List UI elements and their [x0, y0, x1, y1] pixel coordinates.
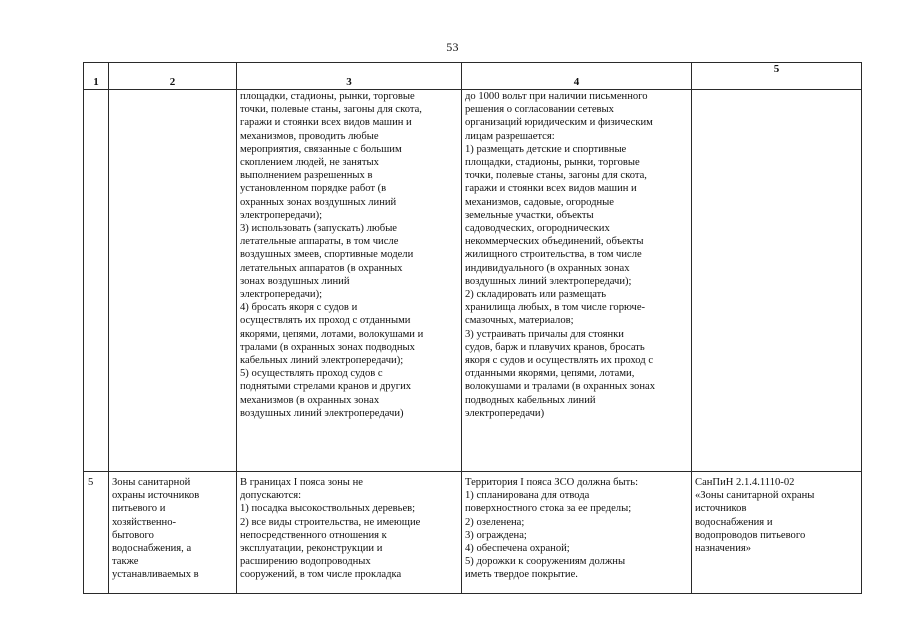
row-a-zone-name: [109, 90, 237, 472]
header-col-3: 3: [237, 63, 462, 90]
table-row: [84, 472, 862, 594]
page-number: 53: [446, 40, 459, 54]
regulation-table: [83, 62, 862, 594]
row-a-permissions: до 1000 вольт при наличии письменного решения о согласовании сетевых организаций юридическим и физическим лицам разрешается: 1) размещать детские и спортивные площадки, стадионы, рынки, торговые точки, полевые станы, загоны для скота, гаражи и стоянки всех видов машин и механизмов, садовые, огородные земельные участки, объекты садоводческих, огороднических некоммерческих объединений, объекты жилищного строительства, в том числе индивидуального (в охранных зонах воздушных линий электропередачи); 2) складировать или размещать хранилища любых, в том числе горюче- смазочных, материалов; 3) устраивать причалы для стоянки судов, барж и плавучих кранов, бросать якоря с судов и осуществлять их проход с отданными якорями, цепями, лотами, волокушами и тралами (в охранных зонах подводных кабельных линий электропередачи): [462, 90, 692, 472]
row-b-requirements: Территория I пояса ЗСО должна быть: 1) спланирована для отвода поверхностного стока за ее пределы; 2) озеленена; 3) ограждена; 4) обеспечена охраной; 5) дорожки к сооружениям должны иметь твердое покрытие.: [462, 472, 692, 594]
table-row: [84, 90, 862, 472]
header-col-2: 2: [109, 63, 237, 90]
header-col-4: 4: [462, 63, 692, 90]
row-a-legal-basis: [692, 90, 862, 472]
row-b-legal-basis: СанПиН 2.1.4.1110-02 «Зоны санитарной охраны источников водоснабжения и водопроводов питьевого назначения»: [692, 472, 862, 594]
table-header-row: [84, 63, 862, 90]
row-b-zone-name: Зоны санитарной охраны источников питьевого и хозяйственно- бытового водоснабжения, а также устанавливаемых в: [109, 472, 237, 594]
header-col-1: 1: [84, 63, 109, 90]
header-col-5: 5: [692, 63, 862, 90]
row-b-restrictions: В границах I пояса зоны не допускаются: 1) посадка высокоствольных деревьев; 2) все виды строительства, не имеющие непосредственного отношения к эксплуатации, реконструкции и расширению водопроводных сооружений, в том числе прокладка: [237, 472, 462, 594]
row-a-restrictions: площадки, стадионы, рынки, торговые точки, полевые станы, загоны для скота, гаражи и стоянки всех видов машин и механизмов, проводить любые мероприятия, связанные с большим скоплением людей, не занятых выполнением разрешенных в установленном порядке работ (в охранных зонах воздушных линий электропередачи); 3) использовать (запускать) любые летательные аппараты, в том числе воздушных змеев, спортивные модели летательных аппаратов (в охранных зонах воздушных линий электропередачи); 4) бросать якоря с судов и осуществлять их проход с отданными якорями, цепями, лотами, волокушами и тралами (в охранных зонах подводных кабельных линий электропередачи); 5) осуществлять проход судов с поднятыми стрелами кранов и других механизмов (в охранных зонах воздушных линий электропередачи): [237, 90, 462, 472]
row-b-number: 5: [84, 472, 109, 594]
row-a-number: [84, 90, 109, 472]
